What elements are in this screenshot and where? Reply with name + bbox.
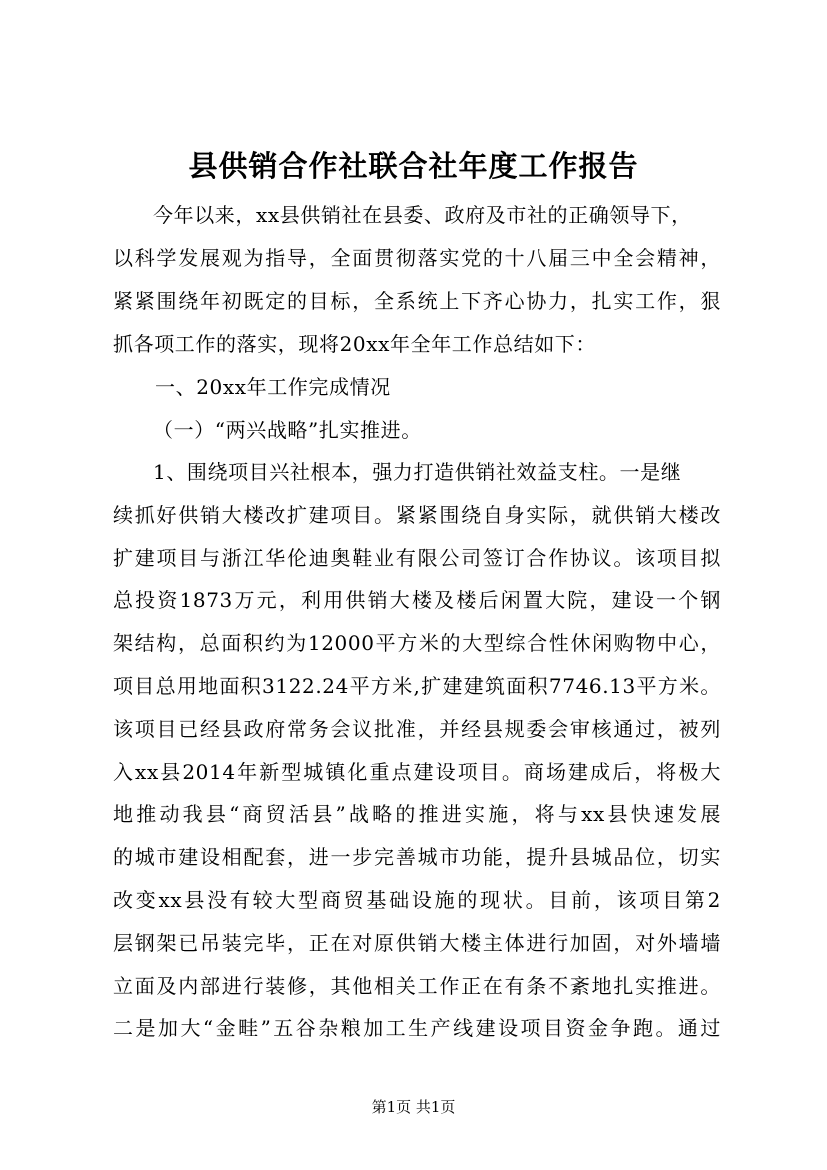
paragraph-line: 的城市建设相配套，进一步完善城市功能，提升县城品位，切实 (113, 845, 721, 869)
paragraph-line: 1、围绕项目兴社根本，强力打造供销社效益支柱。一是继 (153, 460, 682, 484)
section-heading: 一、20xx年工作完成情况 (155, 375, 391, 399)
paragraph-line: 二是加大“金畦”五谷杂粮加工生产线建设项目资金争跑。通过 (113, 1016, 721, 1040)
paragraph-line: 总投资1873万元，利用供销大楼及楼后闲置大院，建设一个钢 (113, 588, 721, 612)
paragraph-line: 以科学发展观为指导，全面贯彻落实党的十八届三中全会精神， (113, 246, 721, 270)
paragraph-line: 地推动我县“商贸活县”战略的推进实施，将与xx县快速发展 (113, 802, 721, 826)
paragraph-line: 项目总用地面积3122.24平方米,扩建建筑面积7746.13平方米。 (113, 674, 721, 698)
subsection-heading: （一）“两兴战略”扎实推进。 (153, 418, 422, 442)
paragraph-line: 紧紧围绕年初既定的目标，全系统上下齐心协力，扎实工作，狠 (113, 289, 721, 313)
paragraph-line: 层钢架已吊装完毕，正在对原供销大楼主体进行加固，对外墙墙 (113, 931, 721, 955)
document-title: 县供销合作社联合社年度工作报告 (188, 149, 639, 183)
paragraph-line: 入xx县2014年新型城镇化重点建设项目。商场建成后，将极大 (113, 760, 721, 784)
paragraph-line: 扩建项目与浙江华伦迪奥鞋业有限公司签订合作协议。该项目拟 (113, 546, 721, 570)
paragraph-line: 立面及内部进行装修，其他相关工作正在有条不紊地扎实推进。 (113, 974, 721, 998)
paragraph-line: 改变xx县没有较大型商贸基础设施的现状。目前，该项目第2 (113, 888, 721, 912)
paragraph-line: 今年以来，xx县供销社在县委、政府及市社的正确领导下， (153, 203, 692, 227)
paragraph-line: 架结构，总面积约为12000平方米的大型综合性休闲购物中心， (113, 631, 721, 655)
paragraph-line: 续抓好供销大楼改扩建项目。紧紧围绕自身实际，就供销大楼改 (113, 503, 721, 527)
paragraph-line: 抓各项工作的落实，现将20xx年全年工作总结如下： (113, 332, 597, 356)
page-footer: 第1页 共1页 (371, 1098, 456, 1116)
paragraph-line: 该项目已经县政府常务会议批准，并经县规委会审核通过，被列 (113, 717, 721, 741)
